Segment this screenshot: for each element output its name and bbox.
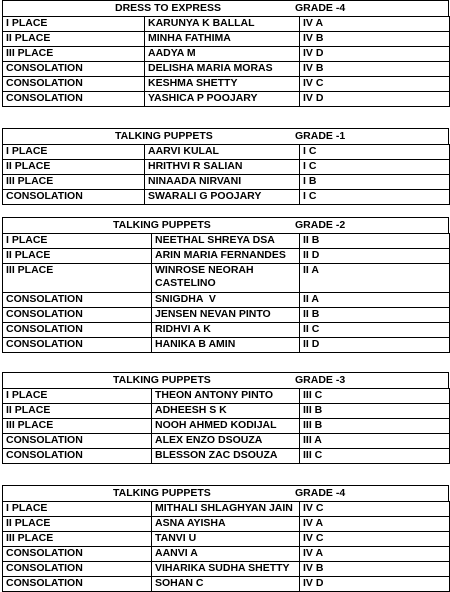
table-row: [3, 32, 450, 47]
place-cell: II PLACE: [3, 517, 152, 532]
grade-label: GRADE -4: [295, 2, 346, 14]
place-cell: II PLACE: [3, 249, 152, 264]
class-cell: III C: [300, 389, 450, 404]
class-cell: IV A: [300, 517, 450, 532]
student-name-cell: ADHEESH S K: [152, 404, 300, 419]
grade-label: GRADE -2: [295, 219, 346, 231]
student-name-cell: RIDHVI A K: [152, 323, 300, 338]
place-cell: I PLACE: [3, 389, 152, 404]
results-grid: [2, 388, 450, 464]
grade-label: GRADE -3: [295, 374, 346, 386]
place-cell: II PLACE: [3, 404, 152, 419]
table-header: [2, 485, 449, 501]
class-cell: IV D: [300, 577, 450, 592]
student-name-cell: HANIKA B AMIN: [152, 338, 300, 353]
class-cell: III B: [300, 419, 450, 434]
grade-label: GRADE -4: [295, 487, 346, 499]
class-cell: IV D: [300, 47, 450, 62]
student-name-cell: ALEX ENZO DSOUZA: [152, 434, 300, 449]
place-cell: CONSOLATION: [3, 577, 152, 592]
class-cell: III A: [300, 434, 450, 449]
event-title: TALKING PUPPETS: [115, 130, 213, 142]
place-cell: CONSOLATION: [3, 92, 145, 107]
class-cell: II B: [300, 308, 450, 323]
table-row: [3, 145, 450, 160]
table-row: [3, 517, 450, 532]
place-cell: I PLACE: [3, 234, 152, 249]
table-row: [3, 62, 450, 77]
event-title: DRESS TO EXPRESS: [115, 2, 222, 14]
class-cell: IV C: [300, 502, 450, 517]
class-cell: IV B: [300, 32, 450, 47]
place-cell: I PLACE: [3, 145, 145, 160]
student-name-cell: ASNA AYISHA: [152, 517, 300, 532]
class-cell: III B: [300, 404, 450, 419]
student-name-cell: KARUNYA K BALLAL: [145, 17, 300, 32]
student-name-cell: KESHMA SHETTY: [145, 77, 300, 92]
class-cell: II A: [300, 293, 450, 308]
table-row: [3, 338, 450, 353]
event-title: TALKING PUPPETS: [113, 219, 211, 231]
student-name-cell: NEETHAL SHREYA DSA: [152, 234, 300, 249]
student-name-cell: AARVI KULAL: [145, 145, 300, 160]
table-row: [3, 77, 450, 92]
event-title: TALKING PUPPETS: [113, 374, 211, 386]
table-header: [2, 0, 449, 16]
results-table-talking-puppets-grade-3: [2, 372, 449, 464]
results-grid: [2, 16, 450, 107]
table-header: [2, 217, 449, 233]
table-row: [3, 293, 450, 308]
student-name-cell: ARIN MARIA FERNANDES: [152, 249, 300, 264]
class-cell: I C: [300, 190, 450, 205]
class-cell: IV B: [300, 562, 450, 577]
place-cell: CONSOLATION: [3, 190, 145, 205]
place-cell: CONSOLATION: [3, 434, 152, 449]
table-header: [2, 372, 449, 388]
class-cell: IV B: [300, 62, 450, 77]
place-cell: III PLACE: [3, 264, 152, 293]
place-cell: I PLACE: [3, 17, 145, 32]
student-name-cell: SNIGDHA V: [152, 293, 300, 308]
table-row: [3, 323, 450, 338]
place-cell: II PLACE: [3, 160, 145, 175]
place-cell: CONSOLATION: [3, 308, 152, 323]
class-cell: II D: [300, 249, 450, 264]
class-cell: II D: [300, 338, 450, 353]
table-row: [3, 562, 450, 577]
student-name-cell: DELISHA MARIA MORAS: [145, 62, 300, 77]
class-cell: III C: [300, 449, 450, 464]
table-row: [3, 577, 450, 592]
student-name-cell: BLESSON ZAC DSOUZA: [152, 449, 300, 464]
table-row: [3, 92, 450, 107]
place-cell: III PLACE: [3, 532, 152, 547]
class-cell: II A: [300, 264, 450, 293]
table-row: [3, 160, 450, 175]
place-cell: III PLACE: [3, 419, 152, 434]
class-cell: IV C: [300, 77, 450, 92]
grade-label: GRADE -1: [295, 130, 346, 142]
table-header: [2, 128, 449, 144]
results-grid: [2, 501, 450, 592]
results-grid: [2, 233, 450, 353]
table-row: [3, 234, 450, 249]
class-cell: II B: [300, 234, 450, 249]
student-name-cell: MITHALI SHLAGHYAN JAIN: [152, 502, 300, 517]
place-cell: CONSOLATION: [3, 338, 152, 353]
student-name-cell: TANVI U: [152, 532, 300, 547]
student-name-cell: SWARALI G POOJARY: [145, 190, 300, 205]
place-cell: I PLACE: [3, 502, 152, 517]
class-cell: II C: [300, 323, 450, 338]
table-row: [3, 434, 450, 449]
class-cell: IV A: [300, 547, 450, 562]
table-row: [3, 249, 450, 264]
place-cell: CONSOLATION: [3, 62, 145, 77]
table-row: [3, 17, 450, 32]
results-table-talking-puppets-grade-2: [2, 217, 449, 353]
student-name-cell: JENSEN NEVAN PINTO: [152, 308, 300, 323]
student-name-cell: NOOH AHMED KODIJAL: [152, 419, 300, 434]
class-cell: IV C: [300, 532, 450, 547]
student-name-cell: AADYA M: [145, 47, 300, 62]
table-row: [3, 308, 450, 323]
student-name-cell: WINROSE NEORAH CASTELINO: [152, 264, 300, 293]
event-title: TALKING PUPPETS: [113, 487, 211, 499]
table-row: [3, 502, 450, 517]
results-table-talking-puppets-grade-4: [2, 485, 449, 592]
place-cell: III PLACE: [3, 175, 145, 190]
table-row: [3, 532, 450, 547]
place-cell: CONSOLATION: [3, 547, 152, 562]
class-cell: IV D: [300, 92, 450, 107]
table-row: [3, 264, 450, 293]
table-row: [3, 190, 450, 205]
place-cell: CONSOLATION: [3, 77, 145, 92]
results-table-talking-puppets-grade-1: [2, 128, 449, 205]
student-name-cell: SOHAN C: [152, 577, 300, 592]
class-cell: IV A: [300, 17, 450, 32]
table-row: [3, 389, 450, 404]
table-row: [3, 419, 450, 434]
student-name-cell: VIHARIKA SUDHA SHETTY: [152, 562, 300, 577]
table-row: [3, 449, 450, 464]
place-cell: CONSOLATION: [3, 323, 152, 338]
place-cell: CONSOLATION: [3, 449, 152, 464]
student-name-cell: AANVI A: [152, 547, 300, 562]
student-name-cell: THEON ANTONY PINTO: [152, 389, 300, 404]
table-row: [3, 47, 450, 62]
table-row: [3, 175, 450, 190]
place-cell: CONSOLATION: [3, 562, 152, 577]
class-cell: I C: [300, 160, 450, 175]
table-row: [3, 404, 450, 419]
class-cell: I C: [300, 145, 450, 160]
student-name-cell: NINAADA NIRVANI: [145, 175, 300, 190]
student-name-cell: HRITHVI R SALIAN: [145, 160, 300, 175]
table-row: [3, 547, 450, 562]
student-name-cell: MINHA FATHIMA: [145, 32, 300, 47]
place-cell: II PLACE: [3, 32, 145, 47]
student-name-cell: YASHICA P POOJARY: [145, 92, 300, 107]
place-cell: III PLACE: [3, 47, 145, 62]
results-grid: [2, 144, 450, 205]
class-cell: I B: [300, 175, 450, 190]
results-table-dress-to-express-grade-4: [2, 0, 449, 107]
place-cell: CONSOLATION: [3, 293, 152, 308]
